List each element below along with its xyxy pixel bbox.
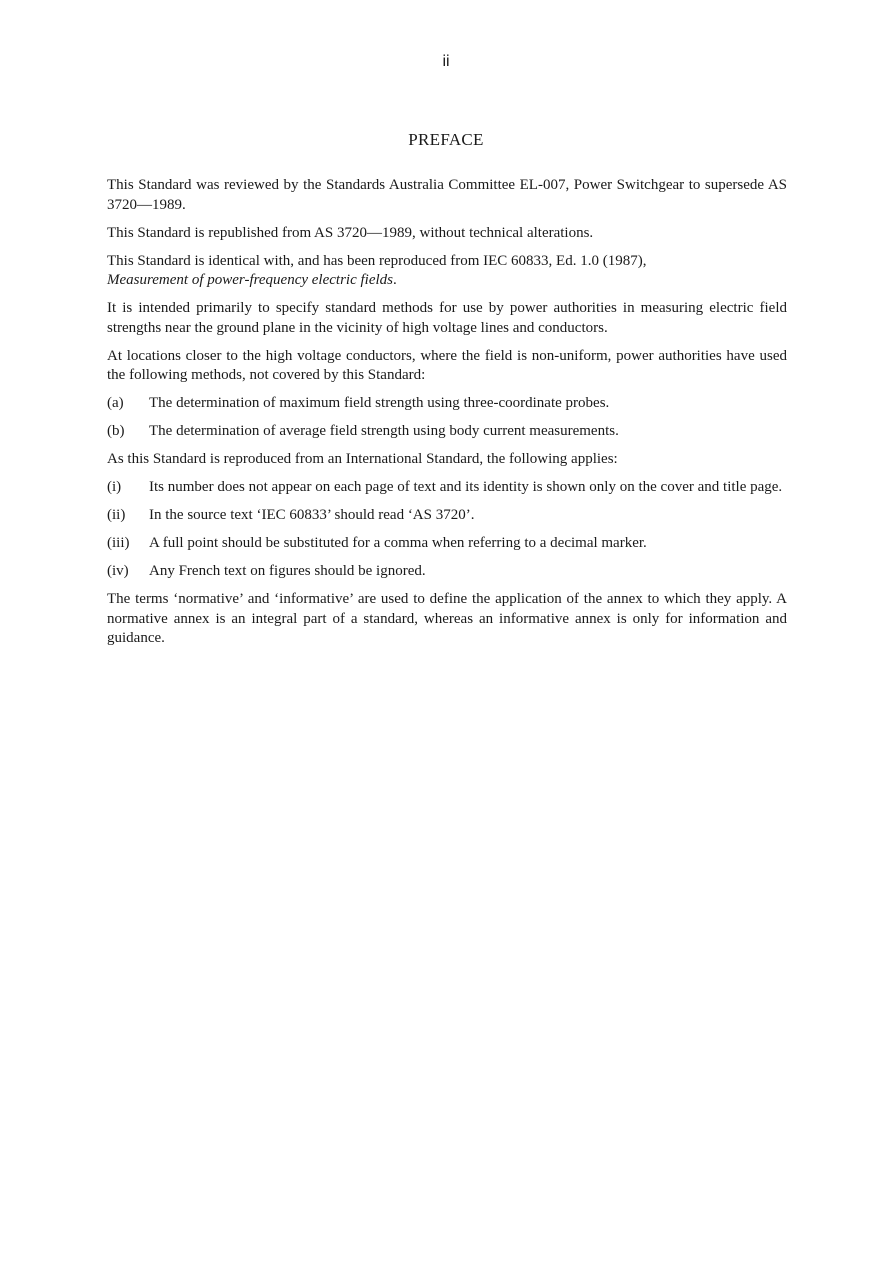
paragraph-annex-terms: The terms ‘normative’ and ‘informative’ are used to define the application of the annex to which they apply. A normative annex is an integral part of a standard, whereas an informative annex is only for information and guidance. <box>107 591 787 646</box>
paragraph-review: This Standard was reviewed by the Standards Australia Committee EL-007, Power Switchgear to supersede AS 3720—1989. <box>107 177 787 213</box>
paragraph-identical <box>107 252 787 291</box>
page-number: ii <box>442 53 450 70</box>
identical-text: This Standard is identical with, and has been reproduced from IEC 60833, Ed. 1.0 (1987), <box>107 252 647 269</box>
list-item-text: The determination of maximum field strength using three-coordinate probes. <box>149 395 610 411</box>
reference-title: Measurement of power-frequency electric fields <box>107 272 393 288</box>
reference-period: . <box>393 272 397 288</box>
list-item-text: In the source text ‘IEC 60833’ should read ‘AS 3720’. <box>149 507 475 523</box>
list-item-method-a <box>107 394 787 414</box>
list-item-label: (b) <box>107 423 125 439</box>
list-item-text: The determination of average field strength using body current measurements. <box>149 423 619 439</box>
list-item-applies-ii <box>107 506 787 526</box>
list-item-applies-i <box>107 478 787 498</box>
list-item-method-b <box>107 422 787 442</box>
paragraph-applies: As this Standard is reproduced from an International Standard, the following applies: <box>107 451 618 467</box>
paragraph-locations: At locations closer to the high voltage conductors, where the field is non-uniform, power authorities have used the following methods, not covered by this Standard: <box>107 347 787 383</box>
preface-body <box>107 176 787 657</box>
list-item-applies-iv <box>107 562 787 582</box>
list-item-label: (iii) <box>107 535 130 551</box>
list-item-label: (ii) <box>107 507 126 523</box>
paragraph-intent: It is intended primarily to specify standard methods for use by power authorities in measuring electric field strengths near the ground plane in the vicinity of high voltage lines and conductors. <box>107 300 787 336</box>
list-item-text: Any French text on figures should be ignored. <box>149 563 426 579</box>
list-item-text: Its number does not appear on each page of text and its identity is shown only on the cover and title page. <box>149 479 783 495</box>
list-item-label: (i) <box>107 479 122 495</box>
list-item-text: A full point should be substituted for a comma when referring to a decimal marker. <box>149 535 647 551</box>
list-item-label: (iv) <box>107 563 129 579</box>
page-title: PREFACE <box>408 130 484 149</box>
paragraph-republished: This Standard is republished from AS 3720—1989, without technical alterations. <box>107 224 594 241</box>
list-item-label: (a) <box>107 395 124 411</box>
list-item-applies-iii <box>107 534 787 554</box>
